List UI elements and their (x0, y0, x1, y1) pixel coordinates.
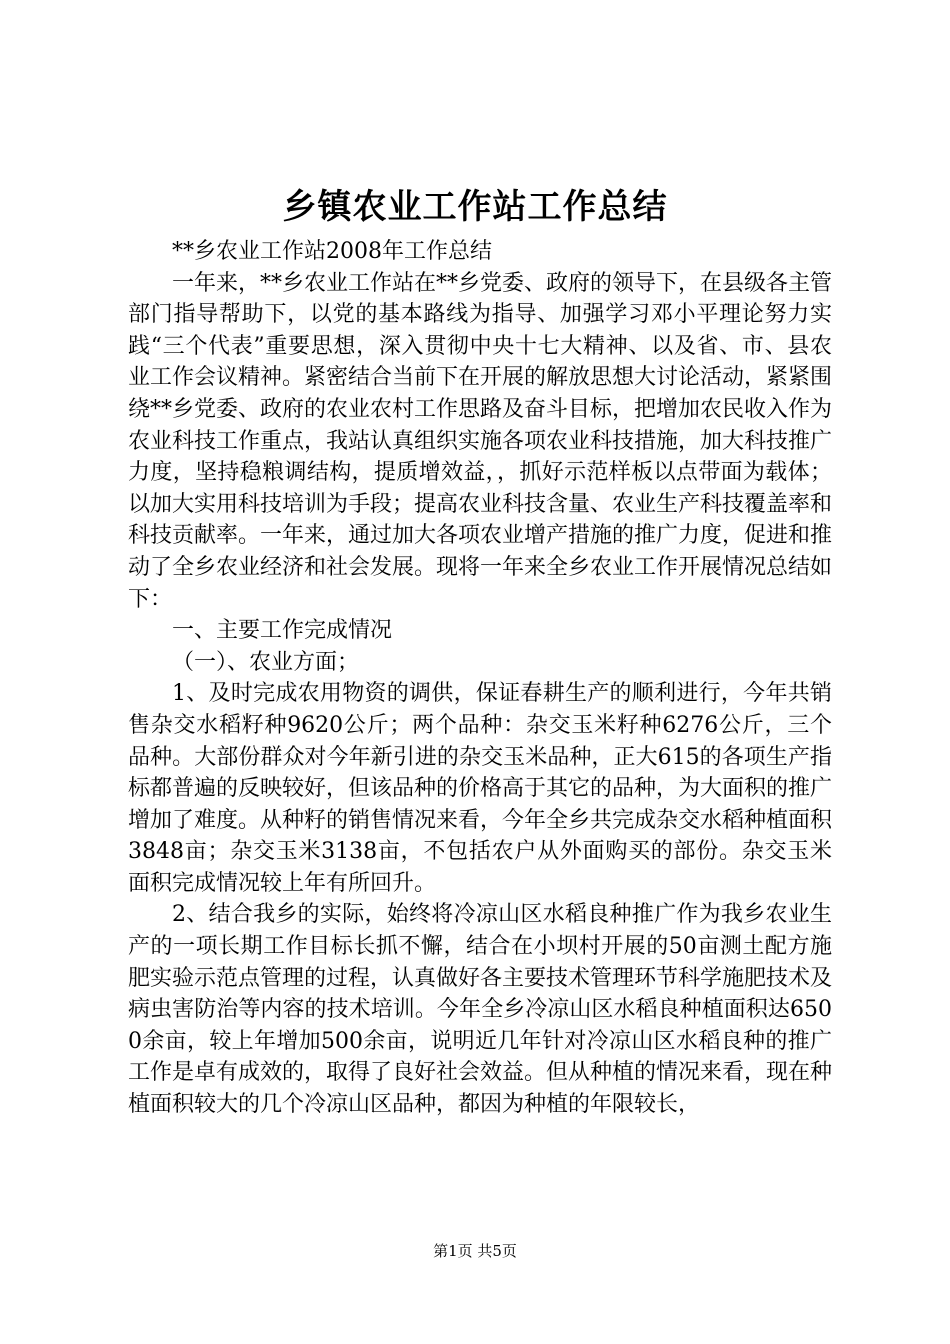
intro-paragraph: 一年来，**乡农业工作站在**乡党委、政府的领导下，在县级各主管部门指导帮助下，以党的基本路线为指导、加强学习邓小平理论努力实践“三个代表”重要思想，深入贯彻中央十七大精神、以及省、市、县农业工作会议精神。紧密结合当前下在开展的解放思想大讨论活动，紧紧围绕**乡党委、政府的农业农村工作思路及奋斗目标，把增加农民收入作为农业科技工作重点，我站认真组织实施各项农业科技措施，加大科技推广力度，坚持稳粮调结构，提质增效益，，抓好示范样板以点带面为载体；以加大实用科技培训为手段；提高农业科技含量、农业生产科技覆盖率和科技贡献率。一年来，通过加大各项农业增产措施的推广力度，促进和推动了全乡农业经济和社会发展。现将一年来全乡农业工作开展情况总结如下： (128, 270, 833, 612)
document-body (128, 236, 832, 1121)
section-heading: 一、主要工作完成情况 (172, 618, 393, 644)
subtitle-paragraph: **乡农业工作站2008年工作总结 (172, 239, 492, 264)
document-title: 乡镇农业工作站工作总结 (282, 187, 668, 227)
item-2-paragraph: 2、结合我乡的实际，始终将冷凉山区水稻良种推广作为我乡农业生产的一项长期工作目标长抓不懈，结合在小坝村开展的50亩测土配方施肥实验示范点管理的过程，认真做好各主要技术管理环节科学施肥技术及病虫害防治等内容的技术培训。今年全乡冷凉山区水稻良种植面积达6500余亩，较上年增加500余亩，说明近几年针对冷凉山区水稻良种的推广工作是卓有成效的，取得了良好社会效益。但从种植的情况来看，现在种植面积较大的几个冷凉山区品种，都因为种植的年限较长， (128, 902, 833, 1118)
page-footer: 第1页 共5页 (433, 1242, 517, 1260)
subsection-heading: （一）、农业方面； (172, 649, 360, 675)
item-1-paragraph: 1、及时完成农用物资的调供，保证春耕生产的顺利进行，今年共销售杂交水稻籽种9620公斤；两个品种：杂交玉米籽种6276公斤，三个品种。大部份群众对今年新引进的杂交玉米品种，正大615的各项生产指标都普遍的反映较好，但该品种的价格高于其它的品种，为大面积的推广增加了难度。从种籽的销售情况来看，今年全乡共完成杂交水稻种植面积3848亩；杂交玉米3138亩，不包括农户从外面购买的部份。杂交玉米面积完成情况较上年有所回升。 (128, 681, 833, 896)
